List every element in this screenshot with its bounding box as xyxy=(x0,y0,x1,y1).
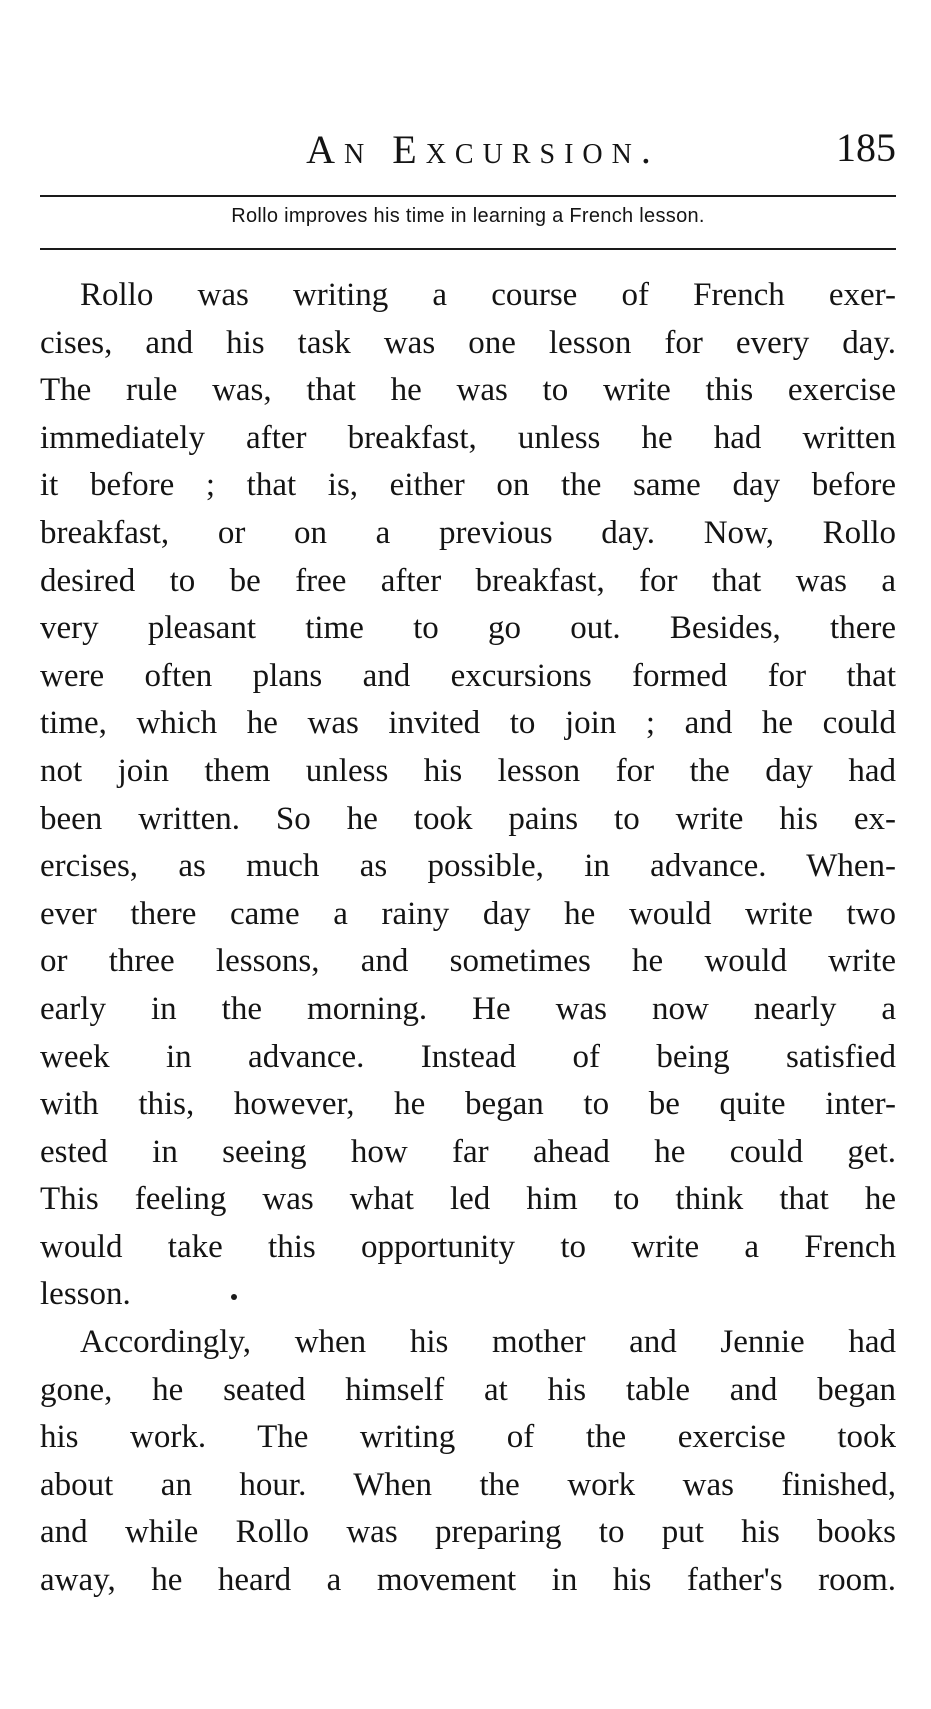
page-number: 185 xyxy=(836,125,896,170)
text-line: early in the morning. He was now nearly a xyxy=(40,990,896,1027)
text-line: ever there came a rainy day he would write two xyxy=(40,895,896,932)
text-line: were often plans and excursions formed for that xyxy=(40,657,896,694)
running-head xyxy=(40,120,896,176)
ink-speck xyxy=(231,1294,237,1300)
text-line: cises, and his task was one lesson for every day. xyxy=(40,324,896,361)
text-line: ested in seeing how far ahead he could get. xyxy=(40,1133,896,1170)
text-line: and while Rollo was preparing to put his books xyxy=(40,1514,896,1551)
text-line: Accordingly, when his mother and Jennie had xyxy=(80,1324,896,1361)
text-line: desired to be free after breakfast, for that was a xyxy=(40,562,896,599)
text-line: very pleasant time to go out. Besides, there xyxy=(40,610,896,647)
text-line: immediately after breakfast, unless he had written xyxy=(40,419,896,456)
text-line-last xyxy=(40,1271,896,1319)
text-line: his work. The writing of the exercise took xyxy=(40,1419,896,1456)
text-line: gone, he seated himself at his table and began xyxy=(40,1371,896,1408)
text-line: about an hour. When the work was finished, xyxy=(40,1466,896,1503)
book-page xyxy=(40,0,896,1709)
text-line: it before ; that is, either on the same day before xyxy=(40,467,896,504)
text-line: lesson. xyxy=(40,1276,131,1313)
paragraph-2 xyxy=(40,1319,896,1605)
running-title: An Excursion. xyxy=(306,127,660,172)
header-rule-top xyxy=(40,195,896,197)
text-line: or three lessons, and sometimes he would write xyxy=(40,943,896,980)
text-line: This feeling was what led him to think that he xyxy=(40,1181,896,1218)
text-line: week in advance. Instead of being satisfied xyxy=(40,1038,896,1075)
header-rule-bottom xyxy=(40,248,896,250)
text-line: time, which he was invited to join ; and he could xyxy=(40,705,896,742)
text-line: ercises, as much as possible, in advance. When- xyxy=(40,848,896,885)
paragraph-1 xyxy=(40,272,896,1319)
text-line: not join them unless his lesson for the day had xyxy=(40,752,896,789)
text-line: breakfast, or on a previous day. Now, Rollo xyxy=(40,514,896,551)
text-line: The rule was, that he was to write this exercise xyxy=(40,372,896,409)
text-line: away, he heard a movement in his father's room. xyxy=(40,1562,896,1599)
text-line: with this, however, he began to be quite inter- xyxy=(40,1086,896,1123)
text-line: would take this opportunity to write a French xyxy=(40,1228,896,1265)
body-text xyxy=(40,272,896,1605)
text-line: Rollo was writing a course of French exer- xyxy=(80,277,896,313)
text-line: been written. So he took pains to write his ex- xyxy=(40,800,896,837)
running-caption: Rollo improves his time in learning a French lesson. xyxy=(231,205,705,227)
